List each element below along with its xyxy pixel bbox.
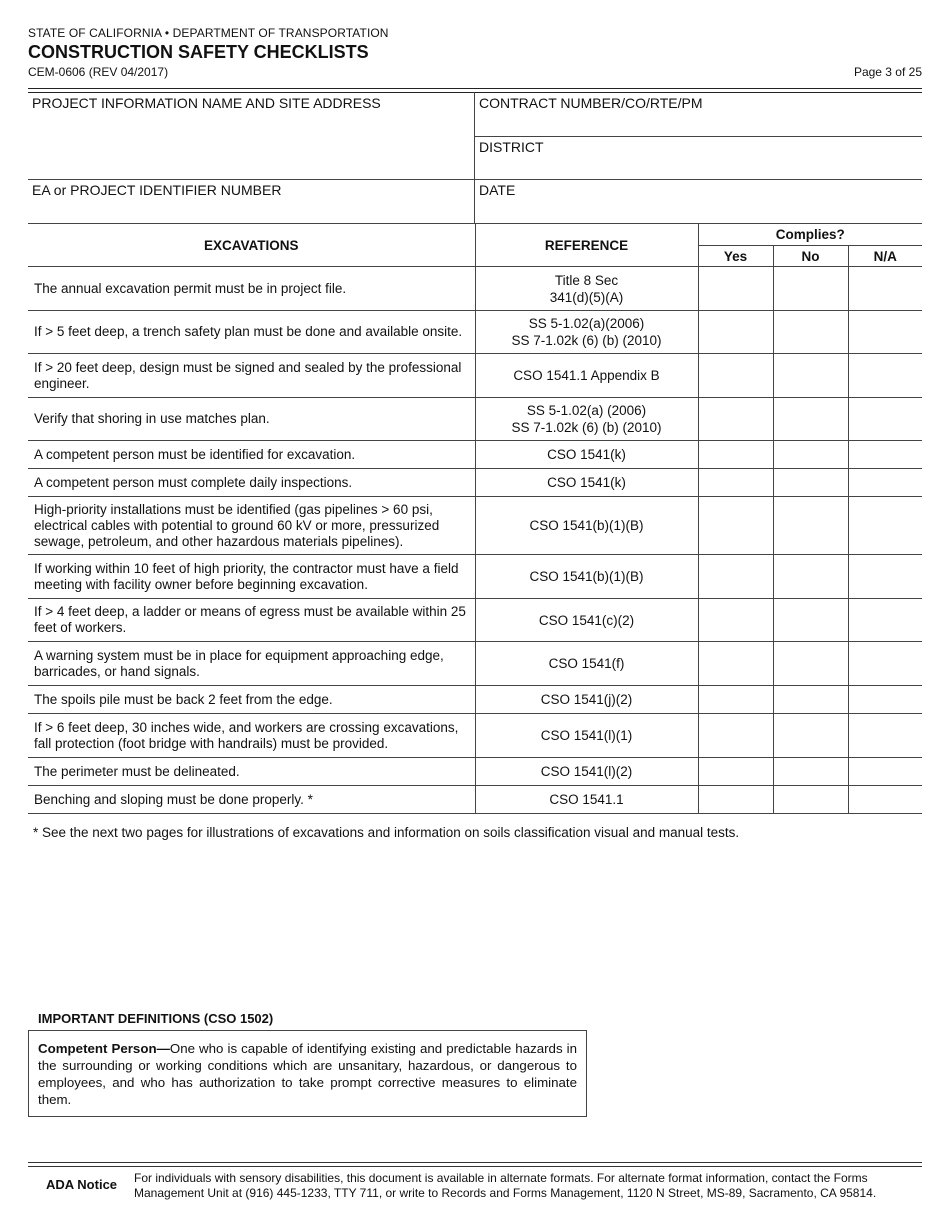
agency-name: STATE OF CALIFORNIA • DEPARTMENT OF TRANSPORTATION (28, 26, 389, 40)
row-item-text: If > 6 feet deep, 30 inches wide, and workers are crossing excavations, fall protection (foot bridge with handrails) must be provided. (28, 714, 475, 758)
row-reference (475, 686, 698, 714)
reference-line-1: CSO 1541(f) (548, 656, 625, 671)
column-header-no: No (773, 246, 848, 267)
row-item-text: Verify that shoring in use matches plan. (28, 398, 475, 441)
table-row (28, 469, 922, 497)
ada-notice-text: For individuals with sensory disabilities, this document is available in alternate formats. For alternate format information, contact the Forms Management Unit at (916) 445-1233, TTY 711, or write to Records and Forms Management, 1120 N Street, MS-89, Sacramento, CA 95814. (134, 1171, 877, 1200)
row-item-text: If > 4 feet deep, a ladder or means of egress must be available within 25 feet of workers. (28, 599, 475, 642)
row-item-text: Benching and sloping must be done properly. * (28, 786, 475, 814)
no-cell[interactable] (773, 758, 848, 786)
row-item-text: If > 20 feet deep, design must be signed and sealed by the professional engineer. (28, 354, 475, 398)
row-reference (475, 786, 698, 814)
na-cell[interactable] (848, 642, 922, 686)
definitions-box (28, 1030, 587, 1117)
table-row (28, 758, 922, 786)
ada-notice-label: ADA Notice (46, 1177, 118, 1192)
no-cell[interactable] (773, 354, 848, 398)
reference-line-1: SS 5-1.02(a) (2006) (526, 403, 647, 418)
yes-cell[interactable] (698, 354, 773, 398)
yes-cell[interactable] (698, 311, 773, 354)
ada-rule-top (28, 1162, 922, 1163)
ea-number-field[interactable]: EA or PROJECT IDENTIFIER NUMBER (32, 182, 282, 198)
row-reference (475, 354, 698, 398)
row-reference (475, 267, 698, 311)
reference-line-1: Title 8 Sec (554, 272, 619, 288)
table-row (28, 267, 922, 311)
table-row (28, 311, 922, 354)
row-reference (475, 441, 698, 469)
reference-line-1: CSO 1541(b)(1)(B) (529, 569, 644, 584)
yes-cell[interactable] (698, 497, 773, 555)
na-cell[interactable] (848, 758, 922, 786)
na-cell[interactable] (848, 354, 922, 398)
row-reference (475, 311, 698, 354)
na-cell[interactable] (848, 311, 922, 354)
yes-cell[interactable] (698, 441, 773, 469)
reference-line-1: CSO 1541(l)(2) (540, 764, 633, 779)
reference-line-1: CSO 1541(c)(2) (538, 612, 635, 628)
definition-text: One who is capable of identifying existing and predictable hazards in the surrounding or working conditions which are unsanitary, hazardous, or dangerous to employees, and who has authorization to take prompt corrective measures to eliminate them. (38, 1041, 577, 1107)
na-cell[interactable] (848, 469, 922, 497)
na-cell[interactable] (848, 398, 922, 441)
table-row (28, 786, 922, 814)
column-header-reference: REFERENCE (475, 224, 698, 267)
excavations-checklist-table (28, 223, 922, 814)
row-item-text: A warning system must be in place for equipment approaching edge, barricades, or hand signals. (28, 642, 475, 686)
table-row (28, 441, 922, 469)
row-item-text: The spoils pile must be back 2 feet from the edge. (28, 686, 475, 714)
table-row (28, 599, 922, 642)
no-cell[interactable] (773, 441, 848, 469)
reference-line-2: 341(d)(5)(A) (549, 289, 624, 305)
page-number: Page 3 of 25 (853, 65, 922, 79)
na-cell[interactable] (848, 441, 922, 469)
row-item-text: If > 5 feet deep, a trench safety plan must be done and available onsite. (28, 311, 475, 354)
row-reference (475, 469, 698, 497)
row-reference (475, 497, 698, 555)
no-cell[interactable] (773, 555, 848, 599)
na-cell[interactable] (848, 786, 922, 814)
page-title: CONSTRUCTION SAFETY CHECKLISTS (28, 42, 369, 62)
yes-cell[interactable] (698, 555, 773, 599)
reference-line-1: CSO 1541.1 Appendix B (513, 368, 660, 383)
row-reference (475, 398, 698, 441)
project-info-rule (28, 179, 922, 180)
column-header-complies: Complies? (698, 224, 922, 246)
na-cell[interactable] (848, 714, 922, 758)
project-info-divider (474, 92, 475, 223)
date-field[interactable]: DATE (479, 182, 516, 198)
reference-line-2: SS 7-1.02k (6) (b) (2010) (511, 420, 662, 435)
reference-line-1: CSO 1541(b)(1)(B) (529, 518, 644, 533)
table-row (28, 642, 922, 686)
form-number: CEM-0606 (REV 04/2017) (28, 65, 169, 79)
definition-term: Competent Person— (38, 1041, 170, 1056)
table-row (28, 686, 922, 714)
yes-cell[interactable] (698, 599, 773, 642)
definitions-title: IMPORTANT DEFINITIONS (CSO 1502) (38, 1011, 274, 1026)
reference-line-2: SS 7-1.02k (6) (b) (2010) (511, 333, 662, 348)
yes-cell[interactable] (698, 758, 773, 786)
project-info-block (28, 92, 922, 223)
footnote: * See the next two pages for illustrations of excavations and information on soils classification visual and manual tests. (33, 825, 740, 840)
row-item-text: A competent person must be identified for excavation. (28, 441, 475, 469)
project-name-field[interactable]: PROJECT INFORMATION NAME AND SITE ADDRESS (32, 95, 381, 111)
row-item-text: If working within 10 feet of high priority, the contractor must have a field meeting with facility owner before beginning excavation. (28, 555, 475, 599)
row-reference (475, 714, 698, 758)
yes-cell[interactable] (698, 267, 773, 311)
contract-rule (474, 136, 922, 137)
no-cell[interactable] (773, 642, 848, 686)
table-row (28, 398, 922, 441)
no-cell[interactable] (773, 311, 848, 354)
no-cell[interactable] (773, 786, 848, 814)
reference-line-1: CSO 1541(j)(2) (540, 692, 633, 707)
yes-cell[interactable] (698, 642, 773, 686)
no-cell[interactable] (773, 398, 848, 441)
ada-rule-bottom (28, 1166, 922, 1167)
na-cell[interactable] (848, 267, 922, 311)
row-item-text: High-priority installations must be identified (gas pipelines > 60 psi, electrical cables with potential to ground 60 kV or more, pressurized sewage, petroleum, and other hazardous materials pipelines). (28, 497, 475, 555)
no-cell[interactable] (773, 497, 848, 555)
yes-cell[interactable] (698, 714, 773, 758)
row-item-text: The annual excavation permit must be in project file. (28, 267, 475, 311)
na-cell[interactable] (848, 686, 922, 714)
reference-line-1: SS 5-1.02(a)(2006) (528, 316, 645, 331)
column-header-excavations: EXCAVATIONS (28, 224, 475, 267)
row-reference (475, 555, 698, 599)
no-cell[interactable] (773, 599, 848, 642)
reference-line-1: CSO 1541(k) (547, 475, 626, 490)
header-rule-top (28, 88, 922, 89)
no-cell[interactable] (773, 267, 848, 311)
table-row (28, 555, 922, 599)
row-reference (475, 758, 698, 786)
table-row (28, 714, 922, 758)
row-reference (475, 642, 698, 686)
na-cell[interactable] (848, 599, 922, 642)
district-field[interactable]: DISTRICT (479, 139, 544, 155)
yes-cell[interactable] (698, 786, 773, 814)
reference-line-1: CSO 1541.1 (549, 792, 624, 807)
na-cell[interactable] (848, 555, 922, 599)
yes-cell[interactable] (698, 469, 773, 497)
no-cell[interactable] (773, 469, 848, 497)
column-header-yes: Yes (698, 246, 773, 267)
reference-line-1: CSO 1541(l)(1) (540, 728, 633, 743)
row-item-text: A competent person must complete daily inspections. (28, 469, 475, 497)
table-row (28, 497, 922, 555)
na-cell[interactable] (848, 497, 922, 555)
row-item-text: The perimeter must be delineated. (28, 758, 475, 786)
contract-number-field[interactable]: CONTRACT NUMBER/CO/RTE/PM (479, 95, 703, 111)
reference-line-1: CSO 1541(k) (547, 447, 626, 462)
yes-cell[interactable] (698, 686, 773, 714)
row-reference (475, 599, 698, 642)
yes-cell[interactable] (698, 398, 773, 441)
no-cell[interactable] (773, 714, 848, 758)
table-row (28, 354, 922, 398)
column-header-na: N/A (848, 246, 922, 267)
no-cell[interactable] (773, 686, 848, 714)
